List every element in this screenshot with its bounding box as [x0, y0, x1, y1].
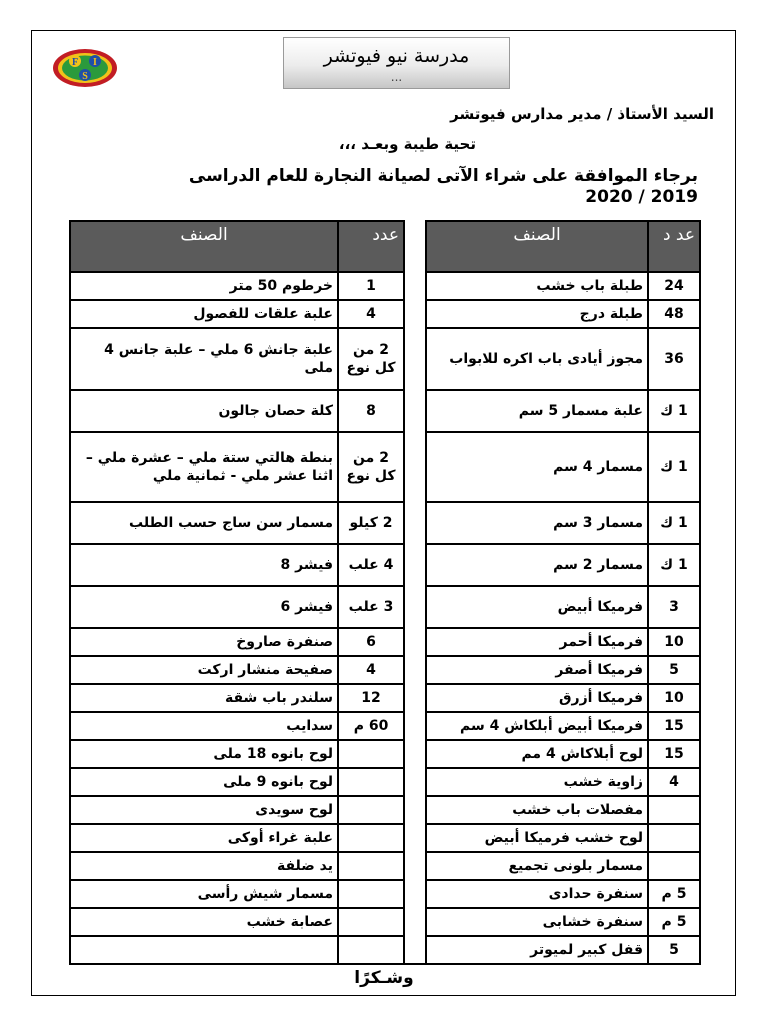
column-gap [404, 502, 426, 544]
left-qty-cell [338, 824, 404, 852]
table-header-row [70, 221, 700, 272]
left-qty-cell: 1 [338, 272, 404, 300]
recipient-line: السيد الأستاذ / مدير مدارس فيوتشر [450, 105, 714, 123]
column-gap [404, 656, 426, 684]
table-row [70, 300, 700, 328]
left-qty-cell [338, 852, 404, 880]
right-item-cell: مفصلات باب خشب [426, 796, 648, 824]
table-row [70, 586, 700, 628]
column-gap [404, 796, 426, 824]
left-item-cell: صنفرة صاروخ [70, 628, 338, 656]
column-gap [404, 824, 426, 852]
left-qty-cell: 4 [338, 300, 404, 328]
column-gap [404, 740, 426, 768]
column-gap [404, 936, 426, 964]
left-item-cell: سلندر باب شقة [70, 684, 338, 712]
right-qty-cell: 5 م [648, 908, 700, 936]
right-qty-cell: 48 [648, 300, 700, 328]
right-item-cell: مسمار 4 سم [426, 432, 648, 502]
column-gap [404, 908, 426, 936]
right-qty-cell: 5 [648, 656, 700, 684]
right-qty-cell [648, 796, 700, 824]
right-item-cell: لوح خشب فرميكا أبيض [426, 824, 648, 852]
left-qty-cell [338, 796, 404, 824]
table-row [70, 908, 700, 936]
table-row [70, 656, 700, 684]
right-item-cell: طبلة باب خشب [426, 272, 648, 300]
right-item-cell: طبلة درج [426, 300, 648, 328]
right-item-cell: مسمار بلونى تجميع [426, 852, 648, 880]
left-item-cell: لوح بانوه 9 ملى [70, 768, 338, 796]
table-row [70, 824, 700, 852]
right-qty-cell [648, 824, 700, 852]
right-item-cell: علبة مسمار 5 سم [426, 390, 648, 432]
left-qty-cell: 2 من كل نوع [338, 328, 404, 390]
right-qty-cell [648, 852, 700, 880]
table-row [70, 880, 700, 908]
header-item-right: الصنف [426, 221, 648, 272]
table-row [70, 796, 700, 824]
right-item-cell: زاوية خشب [426, 768, 648, 796]
right-item-cell: مجوز أيادى باب اكره للابواب [426, 328, 648, 390]
table-row [70, 684, 700, 712]
request-line-2: 2019 / 2020 [585, 187, 698, 207]
left-item-cell: فيشر 8 [70, 544, 338, 586]
right-item-cell: فرميكا أصفر [426, 656, 648, 684]
left-item-cell: صفيحة منشار اركت [70, 656, 338, 684]
logo-letter-s: S [82, 71, 88, 82]
right-item-cell: فرميكا أبيض [426, 586, 648, 628]
table-row [70, 328, 700, 390]
table-row [70, 712, 700, 740]
left-item-cell: علبة جانش 6 ملي – علبة جانس 4 ملى [70, 328, 338, 390]
right-qty-cell: 36 [648, 328, 700, 390]
left-item-cell: لوح بانوه 18 ملى [70, 740, 338, 768]
left-item-cell: لوح سويدى [70, 796, 338, 824]
left-qty-cell: 2 كيلو [338, 502, 404, 544]
header-qty-right: عد د [648, 221, 700, 272]
right-qty-cell: 5 م [648, 880, 700, 908]
right-qty-cell: 1 ك [648, 502, 700, 544]
table-row [70, 852, 700, 880]
left-item-cell: علبة غراء أوكى [70, 824, 338, 852]
right-qty-cell: 10 [648, 684, 700, 712]
right-item-cell: سنفرة حدادى [426, 880, 648, 908]
table-row [70, 272, 700, 300]
left-qty-cell: 4 [338, 656, 404, 684]
school-name: مدرسة نيو فيوتشر [323, 45, 470, 67]
table-row [70, 628, 700, 656]
column-gap [404, 852, 426, 880]
right-qty-cell: 10 [648, 628, 700, 656]
right-item-cell: قفل كبير لميوتر [426, 936, 648, 964]
greeting-line: تحية طيبة وبعـد ،،، [338, 135, 476, 153]
column-gap [404, 768, 426, 796]
column-gap [404, 628, 426, 656]
table-row [70, 390, 700, 432]
left-qty-cell: 12 [338, 684, 404, 712]
right-item-cell: فرميكا أبيض أبلكاش 4 سم [426, 712, 648, 740]
right-qty-cell: 1 ك [648, 390, 700, 432]
left-item-cell: خرطوم 50 متر [70, 272, 338, 300]
right-item-cell: مسمار 3 سم [426, 502, 648, 544]
request-line-1: برجاء الموافقة على شراء الآتى لصيانة النجارة للعام الدراسى [188, 166, 698, 186]
left-qty-cell: 4 علب [338, 544, 404, 586]
column-gap [404, 221, 426, 272]
table-row [70, 740, 700, 768]
left-qty-cell [338, 936, 404, 964]
logo-letter-i: I [93, 57, 97, 68]
column-gap [404, 684, 426, 712]
right-item-cell: مسمار 2 سم [426, 544, 648, 586]
column-gap [404, 544, 426, 586]
logo-letter-f: F [71, 57, 79, 68]
left-item-cell: يد ضلفة [70, 852, 338, 880]
table-row [70, 544, 700, 586]
left-qty-cell [338, 880, 404, 908]
left-item-cell: فيشر 6 [70, 586, 338, 628]
right-qty-cell: 4 [648, 768, 700, 796]
left-qty-cell [338, 768, 404, 796]
column-gap [404, 300, 426, 328]
school-subtitle: ... [390, 70, 403, 84]
items-table [69, 220, 701, 965]
column-gap [404, 712, 426, 740]
header-qty-left: عدد [338, 221, 404, 272]
column-gap [404, 328, 426, 390]
left-item-cell: عصابة خشب [70, 908, 338, 936]
left-qty-cell [338, 740, 404, 768]
right-qty-cell: 15 [648, 740, 700, 768]
right-qty-cell: 1 ك [648, 432, 700, 502]
left-item-cell: مسمار شيش رأسى [70, 880, 338, 908]
header-item-left: الصنف [70, 221, 338, 272]
left-item-cell [70, 936, 338, 964]
left-qty-cell [338, 908, 404, 936]
table-row [70, 432, 700, 502]
left-qty-cell: 2 من كل نوع [338, 432, 404, 502]
closing-thanks: وشـكرًا [354, 968, 414, 988]
left-qty-cell: 60 م [338, 712, 404, 740]
column-gap [404, 390, 426, 432]
right-qty-cell: 3 [648, 586, 700, 628]
request-paragraph [78, 166, 698, 208]
column-gap [404, 586, 426, 628]
left-item-cell: مسمار سن ساج حسب الطلب [70, 502, 338, 544]
column-gap [404, 272, 426, 300]
right-qty-cell: 24 [648, 272, 700, 300]
column-gap [404, 880, 426, 908]
left-qty-cell: 3 علب [338, 586, 404, 628]
left-qty-cell: 8 [338, 390, 404, 432]
right-qty-cell: 15 [648, 712, 700, 740]
left-item-cell: علبة علقات للفصول [70, 300, 338, 328]
table-row [70, 502, 700, 544]
left-item-cell: بنطة هالتي ستة ملي – عشرة ملي – اثنا عشر ملي - ثمانية ملي [70, 432, 338, 502]
column-gap [404, 432, 426, 502]
left-item-cell: سدايب [70, 712, 338, 740]
right-qty-cell: 5 [648, 936, 700, 964]
left-qty-cell: 6 [338, 628, 404, 656]
right-item-cell: فرميكا أحمر [426, 628, 648, 656]
right-qty-cell: 1 ك [648, 544, 700, 586]
table-row [70, 768, 700, 796]
table-row [70, 936, 700, 964]
school-name-box [283, 37, 510, 89]
right-item-cell: سنفرة خشابى [426, 908, 648, 936]
left-item-cell: كلة حصان جالون [70, 390, 338, 432]
school-logo [52, 48, 118, 88]
right-item-cell: لوح أبلاكاش 4 مم [426, 740, 648, 768]
right-item-cell: فرميكا أزرق [426, 684, 648, 712]
